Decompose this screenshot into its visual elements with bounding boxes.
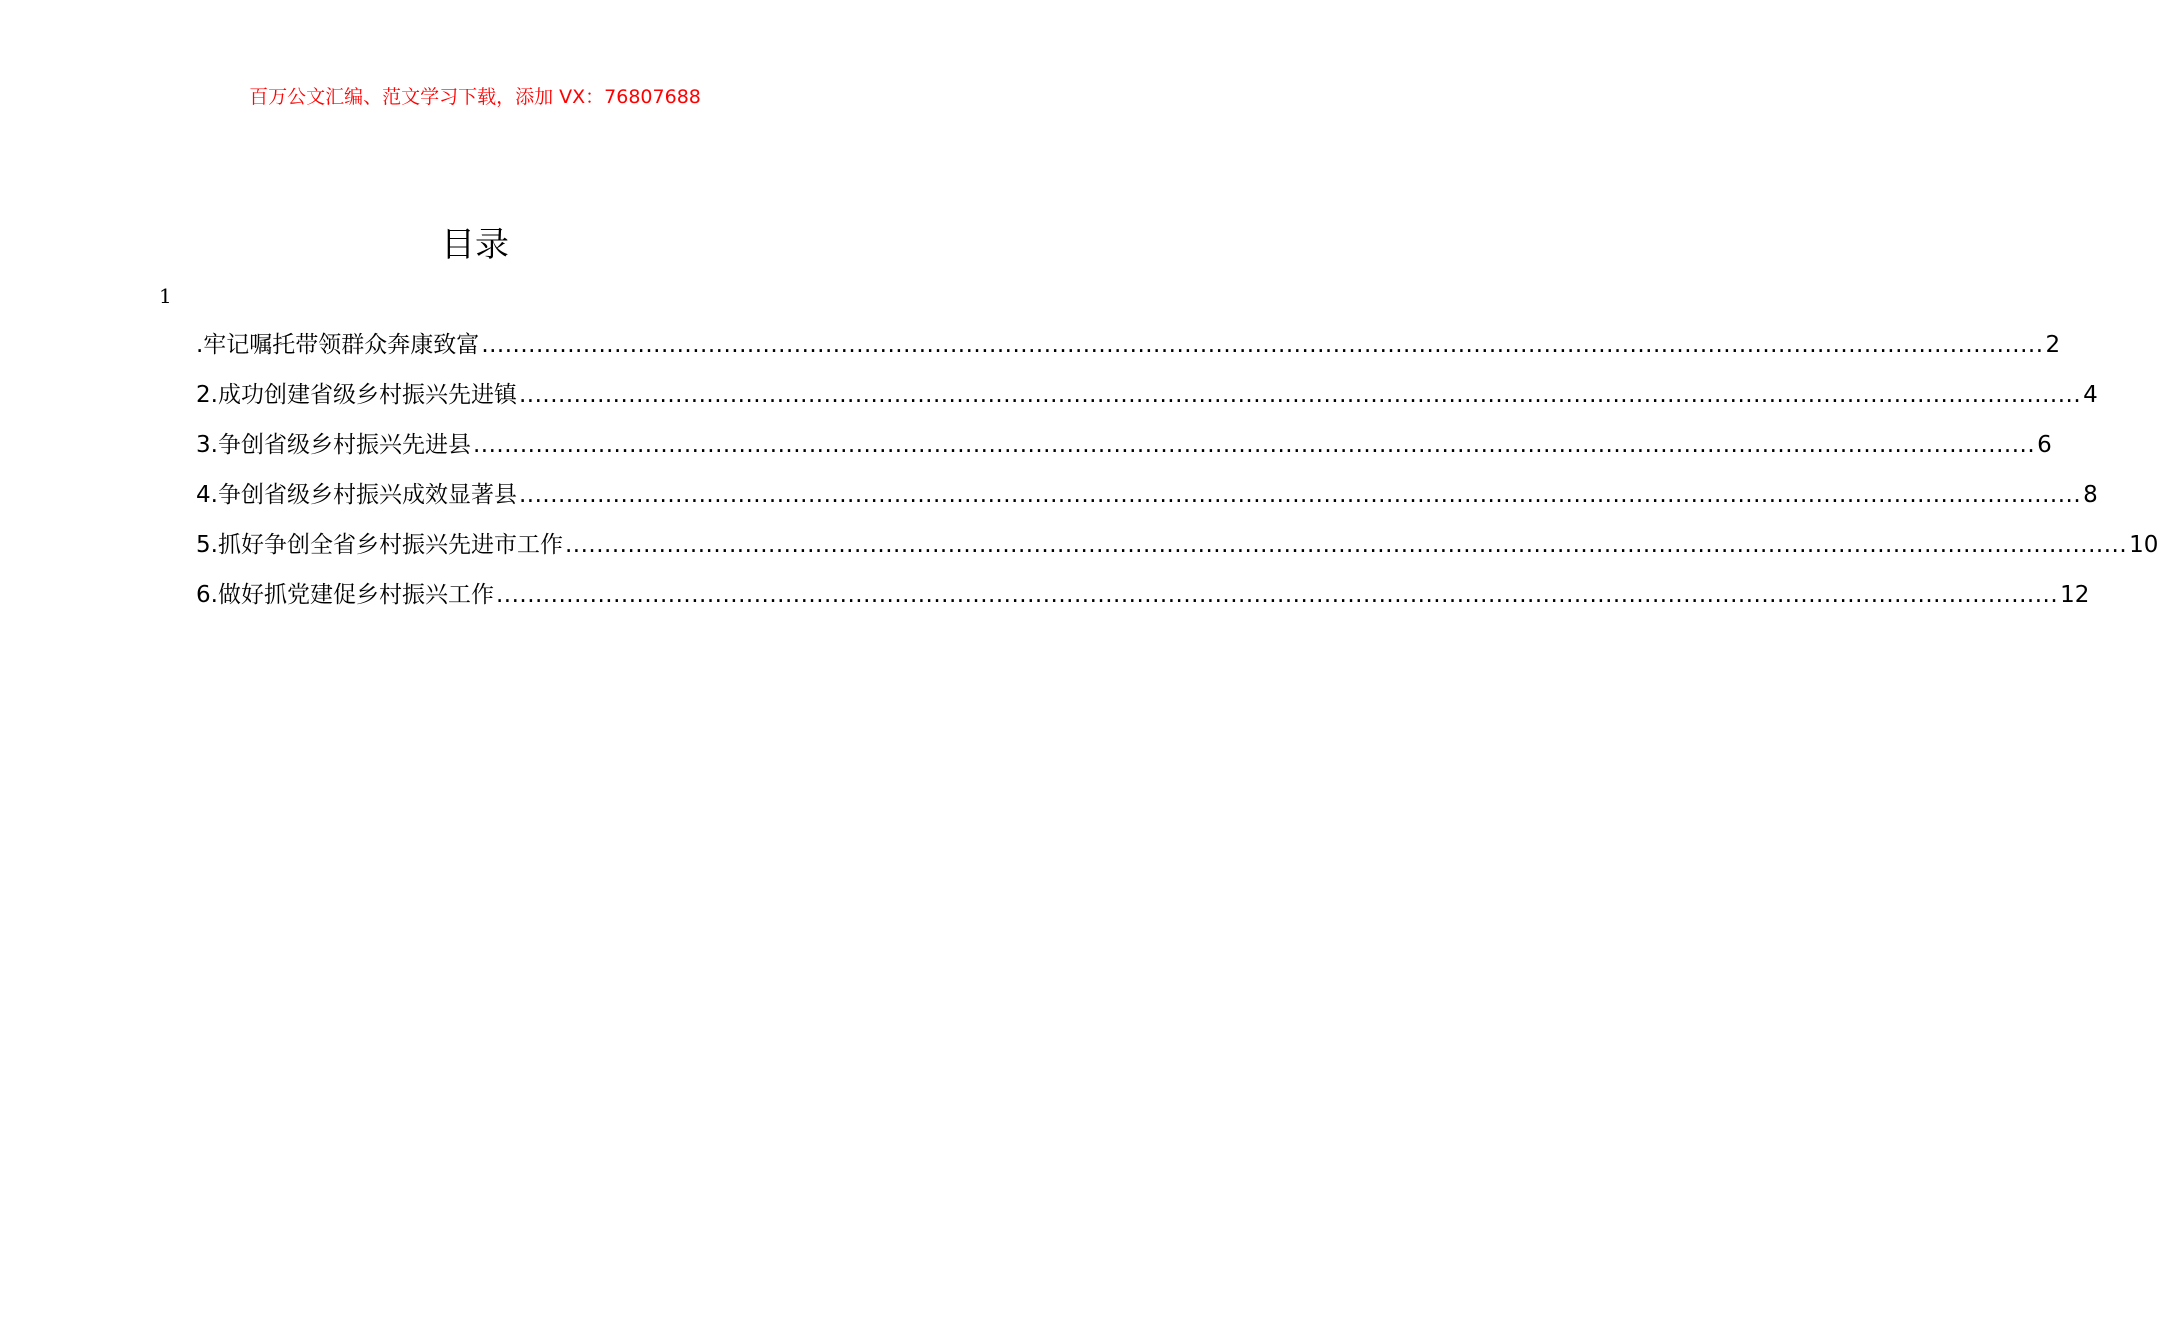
toc-dot-leader: ........................................................................................................................................................................................................: [518, 382, 2082, 408]
toc-entry-title: .牢记嘱托带领群众奔康致富: [196, 332, 480, 358]
toc-entry-page-number: 2: [2045, 332, 2061, 358]
toc-entry-page-number: 8: [2083, 482, 2098, 508]
toc-dot-leader: ........................................................................................................................................................................................................: [472, 432, 2036, 458]
toc-dot-leader: ........................................................................................................................................................................................................: [495, 582, 2059, 608]
toc-entry-page-number: 4: [2083, 382, 2098, 408]
toc-entry-page-number: 6: [2037, 432, 2052, 458]
toc-entry-title: 5.抓好争创全省乡村振兴先进市工作: [196, 532, 563, 558]
toc-dot-leader: ........................................................................................................................................................................................................: [518, 482, 2082, 508]
toc-entry-title: 6.做好抓党建促乡村振兴工作: [196, 582, 494, 608]
toc-entry[interactable]: [196, 378, 2098, 428]
toc-dot-leader: ........................................................................................................................................................................................................: [481, 332, 2044, 358]
toc-entry-title: 4.争创省级乡村振兴成效显著县: [196, 482, 517, 508]
toc-entry[interactable]: [196, 478, 2098, 528]
toc-entry[interactable]: [196, 578, 2090, 628]
toc-entry-title: 3.争创省级乡村振兴先进县: [196, 432, 471, 458]
toc-entry[interactable]: [196, 428, 2052, 478]
toc-entry[interactable]: [196, 528, 2158, 578]
toc-list: [196, 328, 2158, 628]
toc-dot-leader: ........................................................................................................................................................................................................: [564, 532, 2128, 558]
header-banner: 百万公文汇编、范文学习下载，添加 VX：76807688: [249, 86, 701, 108]
page-marker: 1: [159, 284, 172, 308]
toc-entry-title: 2.成功创建省级乡村振兴先进镇: [196, 382, 517, 408]
toc-title: 目录: [441, 225, 509, 265]
toc-entry[interactable]: [196, 328, 2061, 378]
toc-entry-page-number: 10: [2129, 532, 2158, 558]
toc-entry-page-number: 12: [2060, 582, 2090, 608]
